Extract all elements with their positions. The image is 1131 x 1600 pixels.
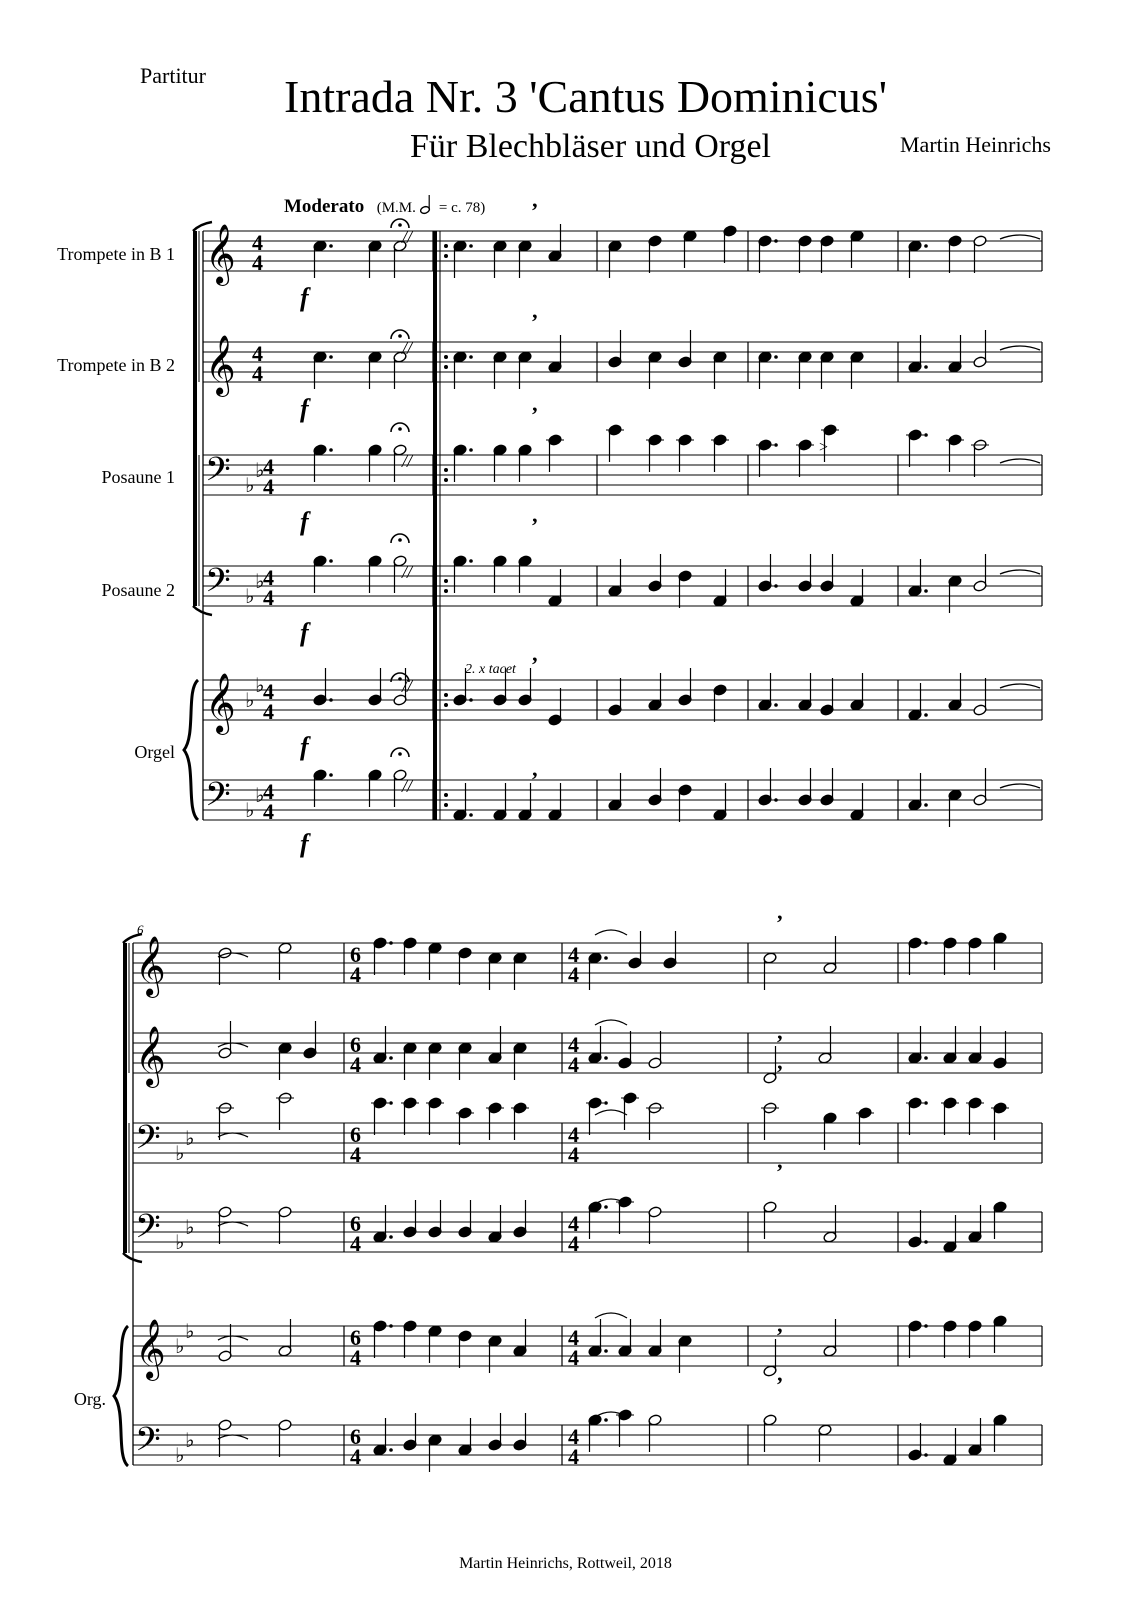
time-signature-top: 4 — [263, 679, 274, 704]
bracket-brass — [193, 231, 197, 606]
metronome-prefix: (M.M. — [376, 200, 416, 216]
augmentation-dot — [924, 803, 928, 807]
organ-brace-icon — [114, 1326, 128, 1466]
composer: Martin Heinrichs — [900, 132, 1051, 157]
augmentation-dot — [329, 559, 333, 563]
augmentation-dot — [469, 813, 473, 817]
label-organ: Orgel — [134, 742, 175, 762]
augmentation-dot — [774, 584, 778, 588]
time-signature-bottom: 4 — [350, 1231, 361, 1256]
measure-number: 6 — [137, 922, 144, 937]
augmentation-dot — [329, 698, 333, 702]
augmentation-dot — [329, 355, 333, 359]
bass-clef-icon: 𝄢 — [135, 1119, 161, 1164]
breath-mark-icon: ’ — [776, 1372, 784, 1397]
time-signature-bottom: 4 — [350, 962, 361, 987]
time-signature-bottom: 4 — [568, 1345, 579, 1370]
time-signature-bottom: 4 — [568, 1052, 579, 1077]
flat-icon: ♭ — [255, 571, 265, 593]
bracket-brass — [123, 943, 127, 1253]
treble-clef-icon: 𝄞 — [205, 226, 236, 283]
augmentation-dot — [774, 443, 778, 447]
page-subtitle: Für Blechbläser und Orgel — [409, 128, 772, 165]
label-trombone-2: Posaune 2 — [101, 580, 175, 600]
breath-mark-icon: ’ — [776, 1159, 784, 1184]
time-signature-bottom: 4 — [252, 361, 263, 386]
caesura-icon: // — [402, 338, 413, 358]
time-signature-bottom: 4 — [263, 799, 274, 824]
augmentation-dot — [469, 355, 473, 359]
time-signature-top: 4 — [568, 1424, 579, 1449]
augmentation-dot — [389, 941, 393, 945]
breath-mark-icon: ’ — [531, 198, 539, 223]
repeat-dot — [444, 365, 448, 369]
dynamic-forte: f — [300, 394, 309, 423]
footer-copyright: Martin Heinrichs, Rottweil, 2018 — [459, 1555, 672, 1572]
flat-icon: ♭ — [245, 690, 255, 712]
tie — [1000, 570, 1040, 574]
repeat-dot — [444, 244, 448, 248]
dynamic-forte: f — [300, 507, 309, 536]
time-signature-top: 6 — [350, 1424, 361, 1449]
tie — [1000, 235, 1040, 239]
metronome-suffix: = c. 78) — [438, 200, 486, 216]
repeat-dot — [444, 254, 448, 258]
time-signature-bottom: 4 — [350, 1345, 361, 1370]
time-signature-top: 6 — [350, 1211, 361, 1236]
breath-mark-icon: ’ — [531, 309, 539, 334]
label-organ-short: Org. — [73, 1389, 106, 1409]
time-signature-bottom: 4 — [568, 1444, 579, 1469]
time-signature-top: 6 — [350, 1122, 361, 1147]
augmentation-dot — [389, 1324, 393, 1328]
tie — [1000, 784, 1040, 788]
dynamic-forte: f — [300, 283, 309, 312]
treble-clef-icon: 𝄞 — [135, 1028, 166, 1085]
repeat-dot — [444, 803, 448, 807]
treble-clef-icon: 𝄞 — [135, 938, 166, 995]
repeat-dot — [444, 793, 448, 797]
flat-icon: ♭ — [185, 1128, 195, 1150]
treble-clef-icon: 𝄞 — [135, 1321, 166, 1378]
augmentation-dot — [389, 1235, 393, 1239]
time-signature-bottom: 4 — [568, 962, 579, 987]
time-signature-top: 4 — [263, 565, 274, 590]
tie — [218, 1435, 248, 1439]
organ-direction: 2. x tacet — [465, 662, 516, 677]
time-signature-top: 4 — [263, 454, 274, 479]
time-signature-top: 4 — [263, 779, 274, 804]
flat-icon: ♭ — [175, 1143, 185, 1165]
repeat-dot — [444, 693, 448, 697]
time-signature-bottom: 4 — [350, 1444, 361, 1469]
augmentation-dot — [469, 244, 473, 248]
page-title: Intrada Nr. 3 'Cantus Dominicus' — [284, 71, 887, 122]
augmentation-dot — [389, 1056, 393, 1060]
augmentation-dot — [389, 1101, 393, 1105]
augmentation-dot — [774, 703, 778, 707]
caesura-icon: // — [402, 676, 413, 696]
breath-mark-icon: ’ — [776, 1030, 784, 1055]
augmentation-dot — [604, 1101, 608, 1105]
repeat-dot — [444, 579, 448, 583]
time-signature-bottom: 4 — [568, 1231, 579, 1256]
augmentation-dot — [389, 1448, 393, 1452]
repeat-dot — [444, 478, 448, 482]
caesura-icon: // — [402, 451, 413, 471]
bass-clef-icon: 𝄢 — [135, 1208, 161, 1253]
time-signature-top: 4 — [568, 1325, 579, 1350]
augmentation-dot — [924, 244, 928, 248]
augmentation-dot — [329, 773, 333, 777]
augmentation-dot — [924, 1101, 928, 1105]
tie — [218, 1222, 248, 1226]
time-signature-bottom: 4 — [263, 699, 274, 724]
label-trombone-1: Posaune 1 — [101, 467, 175, 487]
flat-icon: ♭ — [255, 675, 265, 697]
flat-icon: ♭ — [185, 1217, 195, 1239]
augmentation-dot — [774, 239, 778, 243]
augmentation-dot — [469, 559, 473, 563]
augmentation-dot — [329, 244, 333, 248]
tie — [218, 1043, 248, 1047]
breath-mark-icon: ’ — [531, 652, 539, 677]
caesura-icon: // — [402, 227, 413, 247]
time-signature-top: 4 — [252, 230, 263, 255]
flat-icon: ♭ — [185, 1321, 195, 1343]
fermata-dot — [398, 427, 402, 431]
augmentation-dot — [924, 433, 928, 437]
augmentation-dot — [604, 1205, 608, 1209]
breath-mark-icon: ’ — [531, 513, 539, 538]
augmentation-dot — [604, 1056, 608, 1060]
slur — [595, 1313, 627, 1318]
flat-icon: ♭ — [255, 785, 265, 807]
repeat-dot — [444, 355, 448, 359]
flat-icon: ♭ — [185, 1430, 195, 1452]
bass-clef-icon: 𝄢 — [135, 1421, 161, 1466]
caesura-icon: // — [402, 776, 413, 796]
bass-clef-icon: 𝄢 — [205, 776, 231, 821]
flat-icon: ♭ — [175, 1445, 185, 1467]
tie — [1000, 684, 1040, 688]
slur — [595, 1020, 627, 1025]
time-signature-top: 6 — [350, 942, 361, 967]
repeat-dot — [444, 589, 448, 593]
tie — [1000, 346, 1040, 350]
tie — [218, 1336, 248, 1340]
time-signature-top: 4 — [568, 1122, 579, 1147]
time-signature-bottom: 4 — [263, 585, 274, 610]
flat-icon: ♭ — [255, 460, 265, 482]
flat-icon: ♭ — [245, 800, 255, 822]
breath-mark-icon: ’ — [531, 402, 539, 427]
flat-icon: ♭ — [175, 1232, 185, 1254]
repeat-barline-thick — [433, 231, 437, 820]
repeat-dot — [444, 703, 448, 707]
augmentation-dot — [469, 698, 473, 702]
slur — [595, 1110, 627, 1115]
flat-icon: ♭ — [245, 586, 255, 608]
time-signature-bottom: 4 — [252, 250, 263, 275]
augmentation-dot — [469, 448, 473, 452]
augmentation-dot — [774, 798, 778, 802]
caesura-icon: // — [402, 562, 413, 582]
augmentation-dot — [924, 589, 928, 593]
bass-clef-icon: 𝄢 — [205, 562, 231, 607]
time-signature-top: 4 — [568, 1032, 579, 1057]
time-signature-top: 6 — [350, 1032, 361, 1057]
time-signature-bottom: 4 — [350, 1142, 361, 1167]
augmentation-dot — [604, 1349, 608, 1353]
flat-icon: ♭ — [175, 1336, 185, 1358]
time-signature-bottom: 4 — [568, 1142, 579, 1167]
organ-brace-icon — [184, 680, 198, 820]
augmentation-dot — [604, 956, 608, 960]
time-signature-top: 4 — [568, 1211, 579, 1236]
flat-icon: ♭ — [245, 475, 255, 497]
augmentation-dot — [924, 713, 928, 717]
augmentation-dot — [924, 365, 928, 369]
breath-mark-icon: ’ — [776, 1323, 784, 1348]
slur — [595, 930, 627, 935]
augmentation-dot — [774, 355, 778, 359]
breath-mark-icon: ’ — [776, 910, 784, 935]
dynamic-forte: f — [300, 732, 309, 761]
label-trumpet-1: Trompete in B 1 — [57, 244, 175, 264]
score-label: Partitur — [140, 63, 206, 88]
augmentation-dot — [924, 1324, 928, 1328]
augmentation-dot — [924, 1453, 928, 1457]
treble-clef-icon: 𝄞 — [205, 675, 236, 732]
breath-mark-icon: ’ — [776, 1060, 784, 1085]
fermata-dot — [398, 538, 402, 542]
tie — [218, 1133, 248, 1137]
fermata-dot — [398, 752, 402, 756]
label-trumpet-2: Trompete in B 2 — [57, 355, 175, 375]
time-signature-top: 4 — [252, 341, 263, 366]
breath-mark-icon: ’ — [531, 767, 539, 792]
time-signature-top: 6 — [350, 1325, 361, 1350]
dynamic-forte: f — [300, 829, 309, 858]
augmentation-dot — [604, 1418, 608, 1422]
augmentation-dot — [924, 1240, 928, 1244]
treble-clef-icon: 𝄞 — [205, 337, 236, 394]
repeat-dot — [444, 468, 448, 472]
augmentation-dot — [924, 1056, 928, 1060]
time-signature-top: 4 — [568, 942, 579, 967]
time-signature-bottom: 4 — [263, 474, 274, 499]
augmentation-dot — [924, 941, 928, 945]
tie — [1000, 459, 1040, 463]
time-signature-bottom: 4 — [350, 1052, 361, 1077]
accent-icon: > — [819, 439, 829, 456]
dynamic-forte: f — [300, 618, 309, 647]
augmentation-dot — [329, 448, 333, 452]
tempo-word: Moderato — [284, 196, 365, 217]
bass-clef-icon: 𝄢 — [205, 451, 231, 496]
